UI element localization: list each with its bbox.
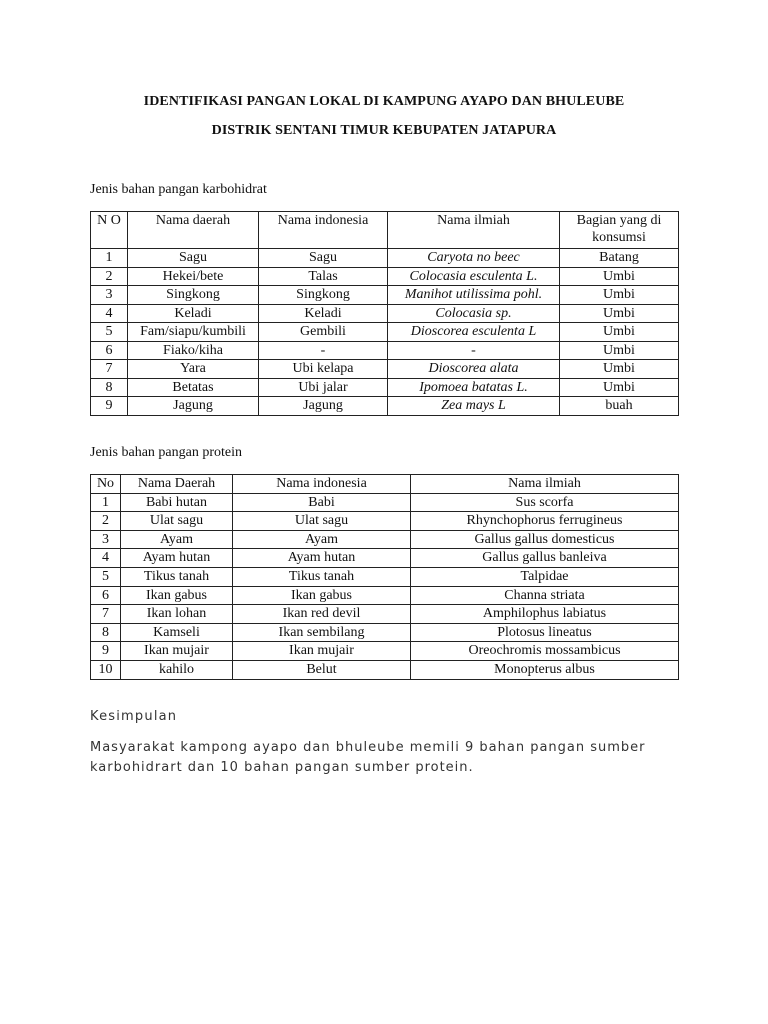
table-cell: Jagung: [128, 397, 259, 416]
table-cell: Umbi: [560, 267, 679, 286]
table-row: [91, 605, 679, 624]
table-cell: 7: [91, 605, 121, 624]
table-cell: Ayam: [233, 530, 411, 549]
table-cell: Manihot utilissima pohl.: [388, 286, 560, 305]
table-cell: Ayam hutan: [121, 549, 233, 568]
table-row: [91, 493, 679, 512]
table-cell: Ulat sagu: [233, 512, 411, 531]
table-cell: Kamseli: [121, 623, 233, 642]
table-cell: Dioscorea alata: [388, 360, 560, 379]
table-cell: Jagung: [259, 397, 388, 416]
table-cell: Monopterus albus: [411, 660, 679, 679]
table-cell: Ubi kelapa: [259, 360, 388, 379]
table-cell: Oreochromis mossambicus: [411, 642, 679, 661]
table-cell: Fam/siapu/kumbili: [128, 323, 259, 342]
table-cell: 2: [91, 512, 121, 531]
column-header-no: N O: [91, 212, 128, 249]
table-cell: Colocasia sp.: [388, 304, 560, 323]
column-header-bagian-dikonsumsi: Bagian yang di konsumsi: [560, 212, 679, 249]
conclusion-heading: Kesimpulan: [90, 709, 178, 724]
table-cell: 9: [91, 397, 128, 416]
document-title-line1: IDENTIFIKASI PANGAN LOKAL DI KAMPUNG AYAPO DAN BHULEUBE: [143, 94, 625, 109]
table-cell: 4: [91, 304, 128, 323]
column-header-nama-ilmiah: Nama ilmiah: [411, 475, 679, 494]
table-cell: buah: [560, 397, 679, 416]
table-cell: Umbi: [560, 286, 679, 305]
table-cell: Ikan mujair: [121, 642, 233, 661]
table-cell: -: [259, 341, 388, 360]
table-cell: Gallus gallus banleiva: [411, 549, 679, 568]
table-cell: Ikan sembilang: [233, 623, 411, 642]
table-row: [91, 304, 679, 323]
table-cell: Plotosus lineatus: [411, 623, 679, 642]
table-row: [91, 549, 679, 568]
table-row: [91, 341, 679, 360]
column-header-no: No: [91, 475, 121, 494]
column-header-nama-ilmiah: Nama ilmiah: [388, 212, 560, 249]
table-row: [91, 360, 679, 379]
table-cell: Umbi: [560, 323, 679, 342]
table-cell: 8: [91, 378, 128, 397]
table-cell: Umbi: [560, 304, 679, 323]
table-cell: Singkong: [128, 286, 259, 305]
table-row: [91, 530, 679, 549]
table-cell: Gembili: [259, 323, 388, 342]
table-cell: Ulat sagu: [121, 512, 233, 531]
table-cell: Umbi: [560, 341, 679, 360]
table-cell: Hekei/bete: [128, 267, 259, 286]
table-cell: Ubi jalar: [259, 378, 388, 397]
column-header-nama-indonesia: Nama indonesia: [233, 475, 411, 494]
table-cell: 2: [91, 267, 128, 286]
table-cell: Tikus tanah: [233, 567, 411, 586]
table-cell: Batang: [560, 249, 679, 268]
table-row: [91, 642, 679, 661]
table-row: [91, 249, 679, 268]
table-cell: Belut: [233, 660, 411, 679]
table-cell: 4: [91, 549, 121, 568]
table-cell: Channa striata: [411, 586, 679, 605]
carbohydrate-section-label: Jenis bahan pangan karbohidrat: [90, 182, 267, 197]
table-row: [91, 378, 679, 397]
document-title-line2: DISTRIK SENTANI TIMUR KEBUPATEN JATAPURA: [211, 123, 557, 138]
table-cell: 9: [91, 642, 121, 661]
conclusion-text: Masyarakat kampong ayapo dan bhuleube memili 9 bahan pangan sumber karbohidrart dan 10 bahan pangan sumber protein.: [90, 740, 646, 775]
table-cell: Umbi: [560, 378, 679, 397]
table-cell: 3: [91, 530, 121, 549]
table-cell: kahilo: [121, 660, 233, 679]
table-row: [91, 267, 679, 286]
table-cell: Amphilophus labiatus: [411, 605, 679, 624]
table-row: [91, 623, 679, 642]
column-header-nama-daerah: Nama daerah: [128, 212, 259, 249]
table-cell: Babi hutan: [121, 493, 233, 512]
table-row: [91, 512, 679, 531]
table-cell: 1: [91, 493, 121, 512]
table-row: [91, 286, 679, 305]
table-cell: Ikan lohan: [121, 605, 233, 624]
table-row: [91, 586, 679, 605]
protein-table: [90, 474, 679, 680]
table-cell: Talpidae: [411, 567, 679, 586]
table-cell: Caryota no beec: [388, 249, 560, 268]
table-row: [91, 660, 679, 679]
table-cell: Singkong: [259, 286, 388, 305]
table-cell: 7: [91, 360, 128, 379]
table-cell: Ipomoea batatas L.: [388, 378, 560, 397]
table-cell: Ayam hutan: [233, 549, 411, 568]
table-row: [91, 397, 679, 416]
table-cell: Ikan red devil: [233, 605, 411, 624]
table-cell: Keladi: [259, 304, 388, 323]
protein-table-header-row: [91, 475, 679, 494]
table-cell: 5: [91, 567, 121, 586]
table-cell: -: [388, 341, 560, 360]
table-cell: Babi: [233, 493, 411, 512]
table-cell: 6: [91, 341, 128, 360]
table-cell: Ikan gabus: [121, 586, 233, 605]
carbohydrate-table: [90, 211, 679, 416]
table-cell: Ayam: [121, 530, 233, 549]
table-cell: Yara: [128, 360, 259, 379]
table-cell: 6: [91, 586, 121, 605]
column-header-nama-daerah: Nama Daerah: [121, 475, 233, 494]
table-cell: Ikan mujair: [233, 642, 411, 661]
table-cell: Keladi: [128, 304, 259, 323]
table-cell: Sus scorfa: [411, 493, 679, 512]
column-header-nama-indonesia: Nama indonesia: [259, 212, 388, 249]
table-cell: 8: [91, 623, 121, 642]
table-row: [91, 567, 679, 586]
carbohydrate-table-header-row: [91, 212, 679, 249]
table-cell: Sagu: [128, 249, 259, 268]
table-row: [91, 323, 679, 342]
table-cell: Talas: [259, 267, 388, 286]
table-cell: Rhynchophorus ferrugineus: [411, 512, 679, 531]
table-cell: Betatas: [128, 378, 259, 397]
table-cell: 10: [91, 660, 121, 679]
table-cell: 3: [91, 286, 128, 305]
table-cell: Fiako/kiha: [128, 341, 259, 360]
protein-section-label: Jenis bahan pangan protein: [90, 445, 243, 460]
table-cell: Colocasia esculenta L.: [388, 267, 560, 286]
table-cell: Dioscorea esculenta L: [388, 323, 560, 342]
table-cell: Gallus gallus domesticus: [411, 530, 679, 549]
table-cell: Tikus tanah: [121, 567, 233, 586]
table-cell: 5: [91, 323, 128, 342]
table-cell: 1: [91, 249, 128, 268]
table-cell: Sagu: [259, 249, 388, 268]
table-cell: Umbi: [560, 360, 679, 379]
table-cell: Ikan gabus: [233, 586, 411, 605]
table-cell: Zea mays L: [388, 397, 560, 416]
